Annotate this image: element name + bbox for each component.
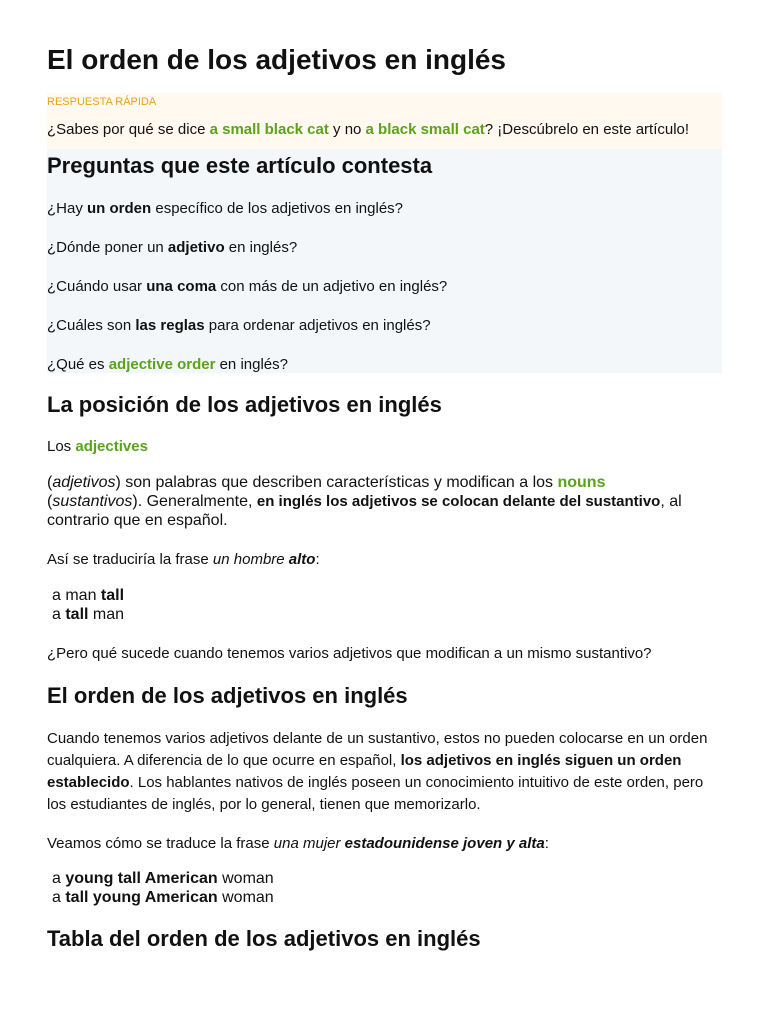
questions-box: [47, 149, 722, 373]
question-item: ¿Qué es adjective order en inglés?: [47, 356, 288, 373]
paragraph: Los adjectives: [47, 438, 148, 455]
paragraph: (adjetivos) son palabras que describen características y modifican a los nouns (sustantivos). Generalmente, en inglés los adjetivos se colocan delante del sustantivo, al contrario que en español.: [47, 474, 682, 529]
example-line: a young tall American woman: [52, 870, 274, 887]
example-line: a tall young American woman: [52, 889, 274, 906]
text: ? ¡Descúbrelo en este artículo!: [484, 121, 690, 138]
quick-answer-box: [47, 93, 722, 149]
quick-answer-label: RESPUESTA RÁPIDA: [47, 96, 157, 108]
paragraph: ¿Pero qué sucede cuando tenemos varios adjetivos que modifican a un mismo sustantivo?: [47, 645, 652, 662]
highlight-link[interactable]: adjective order: [108, 356, 216, 373]
nouns-link[interactable]: nouns: [557, 474, 606, 491]
questions-heading: Preguntas que este artículo contesta: [47, 153, 433, 178]
example-line: a tall man: [52, 606, 125, 623]
paragraph: Así se traduciría la frase un hombre alto:: [47, 551, 320, 568]
section-heading-order: El orden de los adjetivos en inglés: [47, 683, 408, 708]
highlight-link[interactable]: a black small cat: [365, 121, 485, 138]
text: ¿Sabes por qué se dice: [47, 121, 210, 138]
example-line: a man tall: [52, 587, 125, 604]
adjectives-link[interactable]: adjectives: [75, 438, 148, 455]
page-title: El orden de los adjetivos en inglés: [47, 44, 507, 75]
section-heading-table: Tabla del orden de los adjetivos en inglés: [47, 926, 481, 951]
question-item: ¿Hay un orden específico de los adjetivos en inglés?: [47, 200, 404, 217]
question-item: ¿Cuándo usar una coma con más de un adjetivo en inglés?: [47, 278, 448, 295]
section-heading-position: La posición de los adjetivos en inglés: [47, 392, 442, 417]
question-item: ¿Dónde poner un adjetivo en inglés?: [47, 239, 298, 256]
question-item: ¿Cuáles son las reglas para ordenar adjetivos en inglés?: [47, 317, 431, 334]
paragraph: Veamos cómo se traduce la frase una mujer estadounidense joven y alta:: [47, 835, 549, 852]
quick-answer-text: [47, 121, 689, 138]
paragraph: Cuando tenemos varios adjetivos delante de un sustantivo, estos no pueden colocarse en un orden cualquiera. A diferencia de lo que ocurre en español, los adjetivos en inglés siguen un orden establecido. Los hablantes nativos de inglés poseen un conocimiento intuitivo de este orden, pero los estudiantes de inglés, por lo general, tienen que memorizarlo.: [47, 730, 708, 813]
text: y no: [328, 121, 366, 138]
highlight-link[interactable]: a small black cat: [209, 121, 329, 138]
